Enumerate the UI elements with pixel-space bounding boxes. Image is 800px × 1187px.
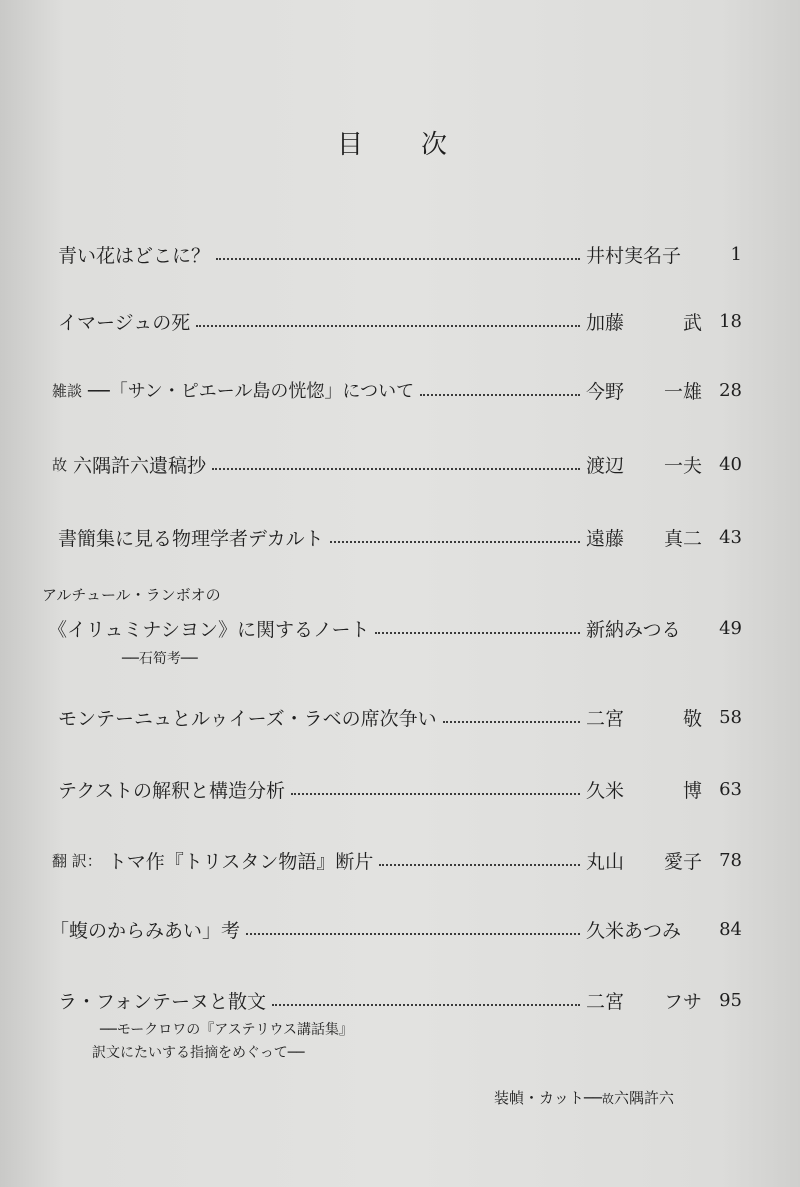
entry-page: 28 — [719, 379, 742, 401]
dot-leader — [420, 392, 580, 396]
toc-entry — [0, 303, 800, 343]
entry-page: 95 — [719, 989, 742, 1011]
entry-author — [586, 916, 702, 943]
toc-entry — [0, 842, 800, 882]
entry-author — [586, 451, 702, 478]
credit-line — [494, 1087, 674, 1108]
entry-title: テクストの解釈と構造分析 — [58, 779, 286, 802]
entry-author — [586, 847, 702, 874]
dot-leader — [272, 1002, 580, 1006]
author-family: 井村実名子 — [586, 244, 682, 267]
page-title: 目次 — [336, 130, 505, 160]
entry-page: 63 — [719, 778, 742, 800]
entry-title: モンテーニュとルゥイーズ・ラベの席次争い — [58, 707, 437, 730]
author-given: 武 — [682, 311, 702, 334]
author-given: 真二 — [663, 527, 702, 550]
credit-prefix: 故 — [601, 1092, 614, 1106]
entry-page: 43 — [719, 526, 742, 548]
entry-prefix: 雑談 — [52, 381, 83, 400]
dot-leader — [443, 719, 580, 723]
dot-leader — [330, 539, 580, 543]
entry-author — [586, 615, 702, 642]
entry-title: 《イリュミナシヨン》に関するノート — [48, 618, 370, 641]
author-given: 敬 — [682, 707, 702, 730]
toc-entry — [0, 446, 800, 486]
author-family: 渡辺 — [586, 454, 625, 477]
toc-entry — [0, 699, 800, 739]
entry-prefix: 翻 訳： — [52, 851, 102, 870]
dot-leader — [291, 791, 580, 795]
entry-pretitle: アルチュール・ランボオの — [42, 586, 221, 604]
entry-author — [586, 776, 702, 803]
credit-label: 装幀・カット── — [494, 1089, 602, 1107]
credit-name: 六隅許六 — [613, 1089, 674, 1107]
entry-author — [586, 524, 702, 551]
entry-page: 1 — [730, 243, 742, 265]
entry-title: イマージュの死 — [58, 311, 191, 334]
entry-subtitle: ──モークロワの『アステリウス講話集』 — [100, 1022, 354, 1038]
author-family: 久米 — [586, 779, 625, 802]
author-given: 博 — [682, 779, 702, 802]
entry-author — [586, 241, 702, 268]
author-given: フサ — [663, 990, 702, 1013]
author-family: 丸山 — [586, 850, 625, 873]
entry-prefix: 故 — [52, 455, 68, 474]
dot-leader — [246, 931, 580, 935]
entry-page: 40 — [719, 453, 742, 475]
entry-page: 78 — [719, 849, 742, 871]
entry-subtitle: ──石筍考── — [122, 651, 198, 667]
entry-title: ラ・フォンテーヌと散文 — [58, 990, 267, 1013]
author-family: 今野 — [586, 380, 625, 403]
entry-title: 青い花はどこに？ — [58, 244, 211, 267]
entry-author — [586, 704, 702, 731]
dot-leader — [216, 256, 580, 260]
entry-page: 49 — [719, 617, 742, 639]
author-family: 遠藤 — [586, 527, 625, 550]
entry-title: 「蝮のからみあい」考 — [50, 919, 241, 942]
author-family: 久米あつみ — [586, 919, 682, 942]
author-family: 二宮 — [586, 707, 625, 730]
toc-entry — [0, 911, 800, 951]
author-family: 二宮 — [586, 990, 625, 1013]
entry-page: 18 — [719, 310, 742, 332]
author-given: 愛子 — [663, 850, 702, 873]
toc-entry — [0, 771, 800, 811]
toc-entry — [0, 519, 800, 559]
toc-entry — [0, 236, 800, 276]
dot-leader — [196, 323, 580, 327]
entry-page: 58 — [719, 706, 742, 728]
entry-page: 84 — [719, 918, 742, 940]
entry-title: 六隅許六遺稿抄 — [73, 454, 207, 477]
dot-leader — [375, 630, 580, 634]
toc-entry — [0, 372, 800, 412]
entry-author — [586, 377, 702, 404]
author-given: 一雄 — [663, 380, 702, 403]
entry-author — [586, 308, 702, 335]
author-family: 新納みつる — [586, 618, 681, 641]
entry-title: 書簡集に見る物理学者デカルト — [58, 527, 324, 550]
author-given: 一夫 — [663, 454, 702, 477]
entry-title: トマ作『トリスタン物語』断片 — [107, 850, 374, 873]
dot-leader — [379, 862, 580, 866]
entry-title: ──「サン・ピエール島の恍惚」について — [88, 381, 415, 402]
toc-entry — [0, 982, 800, 1022]
entry-subtitle: 訳文にたいする指摘をめぐって── — [92, 1045, 305, 1061]
entry-author — [586, 987, 702, 1014]
dot-leader — [212, 466, 580, 470]
author-family: 加藤 — [586, 311, 625, 334]
toc-entry — [0, 610, 800, 650]
